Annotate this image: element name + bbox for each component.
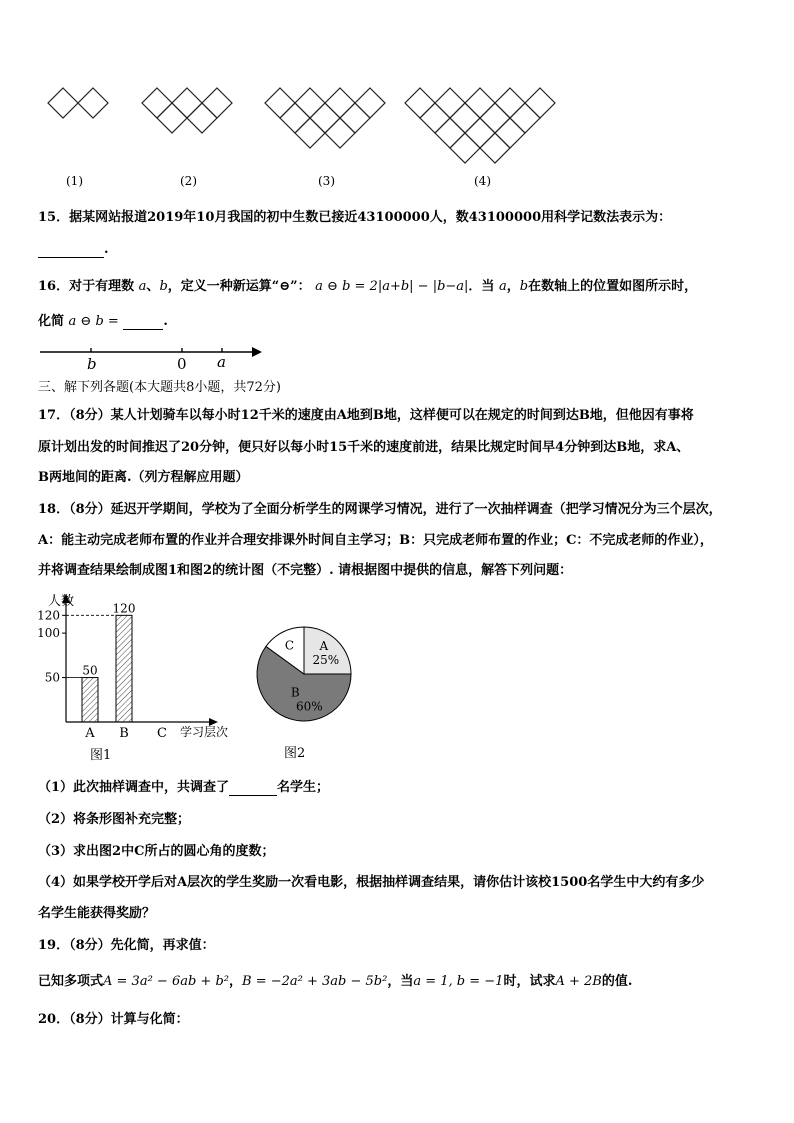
- q19-sep: ，: [229, 974, 243, 989]
- q16-number: 16: [38, 279, 57, 294]
- bar-B: [116, 615, 132, 722]
- q16-line2: [38, 314, 168, 330]
- pattern-label-1: (1): [66, 174, 83, 188]
- question-15: 15．据某网站报道2019年10月我国的初中生数已接近43100000人，数43100000用科学记数法表示为：: [38, 210, 672, 225]
- pattern-diamond: [78, 88, 108, 118]
- q16-var-b: b: [159, 279, 168, 294]
- pattern-diamond: [295, 118, 325, 148]
- pattern-diamond: [480, 133, 510, 163]
- q15-text: 据某网站报道2019年10月我国的初中生数已接近43100000人，数43100000用科学记数法表示为：: [69, 210, 672, 225]
- pie-label-A: A: [319, 639, 329, 654]
- pie-label-B: B: [290, 685, 300, 700]
- pattern-diamond: [510, 103, 540, 133]
- question-16: 16．对于有理数 a、b，定义一种新运算“⊖”： a ⊖ b = 2|a+b| − |b−a|．当 a，b在数轴上的位置如图所示时，: [38, 279, 698, 294]
- q16-text-b: ，定义一种新运算“⊖”：: [167, 279, 311, 294]
- q19-text-d: 的值.: [601, 974, 633, 989]
- pattern-diamond: [142, 88, 172, 118]
- pattern-diamond: [157, 103, 187, 133]
- label-b: b: [87, 355, 97, 372]
- pattern-label-2: (2): [180, 174, 197, 188]
- pie-value-B: 60%: [296, 699, 323, 714]
- bar-y-tick-label: 50: [44, 670, 60, 685]
- pie-chart-caption: 图2: [284, 746, 306, 761]
- q15-end: .: [104, 242, 109, 257]
- pattern-diamond: [355, 88, 385, 118]
- pie-label-C: C: [284, 638, 295, 653]
- pattern-diamond: [265, 88, 295, 118]
- pattern-diamond: [450, 133, 480, 163]
- q20-title: （8分）计算与化简：: [69, 1012, 189, 1027]
- pattern-diamond: [187, 103, 217, 133]
- bar-chart-caption: 图1: [90, 748, 112, 763]
- q18-line1: （8分）延迟开学期间，学校为了全面分析学生的网课学习情况，进行了一次抽样调查（把学习情况分为三个层次，: [69, 502, 722, 517]
- pattern-diamond: [480, 103, 510, 133]
- q16-text-a: 对于有理数: [69, 279, 135, 294]
- pattern-diamond: [495, 88, 525, 118]
- pattern-diamond: [450, 103, 480, 133]
- q18-number: 18: [38, 502, 57, 517]
- question-17-line3: B两地间的距离.（列方程解应用题）: [38, 470, 249, 485]
- pattern-diamond: [435, 118, 465, 148]
- q18-sub3: （3）求出图2中C所占的圆心角的度数；: [38, 844, 275, 859]
- pattern-label-4: (4): [474, 174, 491, 188]
- bar-category-C: C: [157, 726, 167, 741]
- pattern-diamond: [325, 118, 355, 148]
- q16-sep1: 、: [146, 279, 160, 294]
- q16-answer-blank[interactable]: [123, 315, 163, 330]
- number-line-arrow: [252, 347, 262, 357]
- q19-text-b: ，当: [387, 974, 414, 989]
- pattern-diamond: [465, 88, 495, 118]
- bar-data-label-B: 120: [112, 601, 136, 616]
- q18-sub1-blank[interactable]: [229, 781, 277, 796]
- label-0: 0: [177, 355, 187, 372]
- q16-line2-prefix: 化简: [38, 314, 65, 329]
- q18-sub4-line1: （4）如果学校开学后对A层次的学生奖励一次看电影，根据抽样调查结果，请你估计该校1500名学生中大约有多少: [38, 875, 705, 890]
- q16-end: .: [163, 314, 168, 329]
- q16-formula: a ⊖ b = 2|a+b| − |b−a|: [315, 279, 469, 294]
- bar-category-A: A: [85, 726, 95, 741]
- pattern-diamond: [325, 88, 355, 118]
- bar-x-axis-label: 学习层次: [180, 725, 229, 739]
- pattern-diamond: [295, 88, 325, 118]
- number-line: [36, 340, 270, 372]
- pattern-diamond: [280, 103, 310, 133]
- question-18-line3: 并将调查结果绘制成图1和图2的统计图（不完整）. 请根据图中提供的信息，解答下列问题：: [38, 563, 573, 578]
- pattern-diamond: [172, 88, 202, 118]
- question-19-body: [38, 974, 632, 990]
- bar-chart-figure-1: [30, 588, 240, 768]
- question-17-line2: 原计划出发的时间推迟了20分钟，便只好以每小时15千米的速度前进，结果比规定时间早4分钟到达B地，求A、: [38, 440, 690, 455]
- q19-title: （8分）先化简，再求值：: [69, 938, 215, 953]
- pattern-diamond: [202, 88, 232, 118]
- q16-var-a: a: [138, 279, 147, 294]
- q15-answer-line: [38, 242, 109, 258]
- q19-poly-b: B = −2a² + 3ab − 5b²: [242, 974, 388, 989]
- q18-sub2: （2）将条形图补充完整；: [38, 812, 191, 827]
- q19-number: 19: [38, 938, 57, 953]
- q19-cond: a = 1, b = −1: [413, 974, 504, 989]
- bar-y-axis-label: 人数: [48, 594, 75, 609]
- bar-A: [82, 678, 98, 722]
- pie-value-A: 25%: [312, 653, 340, 668]
- pattern-label-3: (3): [318, 174, 335, 188]
- q15-number: 15: [38, 210, 57, 225]
- q18-sub1-b: 名学生；: [277, 780, 330, 795]
- pattern-diamond: [525, 88, 555, 118]
- q16-line2-expr: a ⊖ b =: [68, 314, 119, 329]
- pattern-diamond: [340, 103, 370, 133]
- bar-y-tick-label: 120: [37, 608, 60, 623]
- bar-y-tick-label: 100: [37, 626, 60, 641]
- q16-var-b-2: b: [519, 279, 529, 294]
- q15-answer-blank[interactable]: [38, 243, 104, 258]
- pattern-diamond: [310, 103, 340, 133]
- question-19-title: 19．（8分）先化简，再求值：: [38, 938, 215, 953]
- bar-category-B: B: [119, 726, 129, 741]
- q17-number: 17: [38, 408, 57, 423]
- q17-line1: （8分）某人计划骑车以每小时12千米的速度由A地到B地，这样便可以在规定的时间到达B地，但他因有事将: [69, 408, 694, 423]
- q16-text-d: 在数轴上的位置如图所示时，: [528, 279, 698, 294]
- q19-text-c: 时，试求: [503, 974, 556, 989]
- pattern-diamond: [405, 88, 435, 118]
- pie-chart-figure-2: [252, 622, 356, 726]
- section-3-title: 三、解下列各题(本大题共8小题，共72分): [38, 380, 281, 395]
- question-18-line2: A：能主动完成老师布置的作业并合理安排课外时间自主学习；B：只完成老师布置的作业；C：不完成老师的作业），: [38, 533, 713, 548]
- question-17-line1: 17．（8分）某人计划骑车以每小时12千米的速度由A地到B地，这样便可以在规定的时间到达B地，但他因有事将: [38, 408, 694, 423]
- pattern-diamond: [420, 103, 450, 133]
- pattern-diamond: [495, 118, 525, 148]
- q19-expr: A + 2B: [555, 974, 602, 989]
- q19-text-a: 已知多项式: [38, 974, 104, 989]
- q18-sub4-line2: 名学生能获得奖励？: [38, 906, 156, 921]
- q18-sub1: [38, 780, 329, 796]
- q16-var-a-2: a: [498, 279, 507, 294]
- q18-sub1-a: （1）此次抽样调查中，共调查了: [38, 780, 230, 795]
- bar-data-label-A: 50: [82, 663, 98, 678]
- label-a: a: [217, 353, 226, 371]
- question-20-title: 20．（8分）计算与化简：: [38, 1012, 189, 1027]
- diamond-pattern-figures: [0, 80, 600, 170]
- q20-number: 20: [38, 1012, 57, 1027]
- q19-poly-a: A = 3a² − 6ab + b²: [103, 974, 229, 989]
- pattern-diamond: [435, 88, 465, 118]
- q16-text-c: ．当: [468, 279, 495, 294]
- pattern-diamond: [48, 88, 78, 118]
- pattern-diamond: [465, 118, 495, 148]
- question-18-line1: 18．（8分）延迟开学期间，学校为了全面分析学生的网课学习情况，进行了一次抽样调查（把学习情况分为三个层次，: [38, 502, 722, 517]
